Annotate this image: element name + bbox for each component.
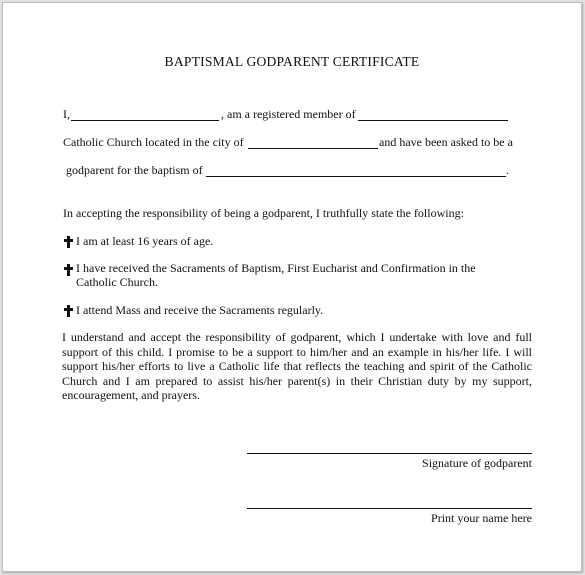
print-name-label: Print your name here <box>431 511 532 525</box>
cross-icon <box>64 264 73 276</box>
commitment-paragraph: I understand and accept the responsibility of godparent, which I undertake with love and full support of this child. I promise to be a support to him/her and an example in his/her life. I will support his/her efforts to live a Catholic life that reflects the teaching and spirit of the Catholic Church and I am prepared to assist his/her parent(s) in their Christian duty by my support, encouragement, and prayers. <box>62 330 532 402</box>
line3-prefix: godparent for the baptism of <box>66 163 203 177</box>
line1-middle: , am a registered member of <box>221 107 356 121</box>
signature-line[interactable] <box>247 453 532 454</box>
cross-icon <box>64 305 73 317</box>
city-blank[interactable] <box>248 135 378 149</box>
document-title: BAPTISMAL GODPARENT CERTIFICATE <box>164 54 420 69</box>
church-name-blank[interactable] <box>358 107 508 121</box>
statement-mass: I attend Mass and receive the Sacraments regularly. <box>76 303 324 317</box>
godparent-name-blank[interactable] <box>71 107 219 121</box>
statement-age: I am at least 16 years of age. <box>76 234 214 248</box>
line2-prefix: Catholic Church located in the city of <box>63 135 244 149</box>
line3-period: . <box>506 163 509 177</box>
child-name-blank[interactable] <box>206 163 506 177</box>
line1-prefix: I, <box>63 107 70 121</box>
intro-text: In accepting the responsibility of being a godparent, I truthfully state the following: <box>63 206 464 220</box>
line2-suffix: and have been asked to be a <box>379 135 513 149</box>
certificate-page <box>2 2 582 572</box>
signature-label: Signature of godparent <box>422 456 532 470</box>
print-name-line[interactable] <box>247 508 532 509</box>
statement-sacraments: I have received the Sacraments of Baptism, First Eucharist and Confirmation in the <box>76 261 476 275</box>
cross-icon <box>64 236 73 248</box>
statement-sacraments-cont: Catholic Church. <box>76 275 158 289</box>
